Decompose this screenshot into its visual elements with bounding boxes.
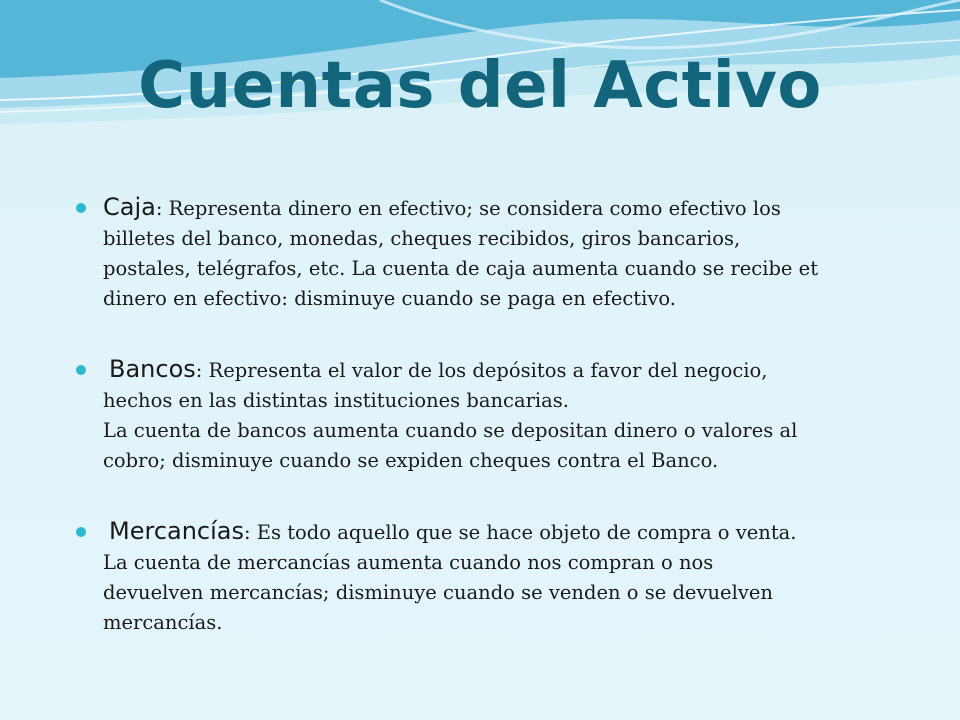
bullet-caja: [76, 192, 906, 314]
bullet-bancos-line-2: hechos en las distintas instituciones bancarias.: [103, 389, 569, 412]
bullet-caja-line-4: dinero en efectivo: disminuye cuando se paga en efectivo.: [103, 287, 676, 310]
bullet-dot-icon: [76, 527, 86, 537]
bullet-mercancias-line-1: : Es todo aquello que se hace objeto de compra o venta.: [244, 521, 797, 544]
bullet-caja-line-1: : Representa dinero en efectivo; se considera como efectivo los: [155, 197, 781, 220]
bullet-mercancias-line-4: mercancías.: [103, 611, 223, 634]
term-caja: Caja: [103, 193, 156, 221]
bullet-mercancias-line-2: La cuenta de mercancías aumenta cuando nos compran o nos: [103, 551, 714, 574]
bullet-bancos-line-1: : Representa el valor de los depósitos a favor del negocio,: [195, 359, 768, 382]
bullet-caja-line-3: postales, telégrafos, etc. La cuenta de caja aumenta cuando se recibe et: [103, 257, 819, 280]
term-bancos: Bancos: [109, 355, 196, 383]
bullet-bancos-line-3: La cuenta de bancos aumenta cuando se depositan dinero o valores al: [103, 419, 798, 442]
bullet-list: [76, 192, 906, 638]
bullet-bancos-line-4: cobro; disminuye cuando se expiden cheques contra el Banco.: [103, 449, 719, 472]
bullet-dot-icon: [76, 365, 86, 375]
term-mercancias: Mercancías: [109, 517, 244, 545]
bullet-dot-icon: [76, 203, 86, 213]
bullet-caja-line-2: billetes del banco, monedas, cheques recibidos, giros bancarios,: [103, 227, 741, 250]
bullet-mercancias-line-3: devuelven mercancías; disminuye cuando se venden o se devuelven: [103, 581, 773, 604]
slide-title: Cuentas del Activo: [138, 49, 822, 123]
bullet-bancos: [76, 354, 906, 476]
bullet-mercancias: [76, 516, 906, 638]
